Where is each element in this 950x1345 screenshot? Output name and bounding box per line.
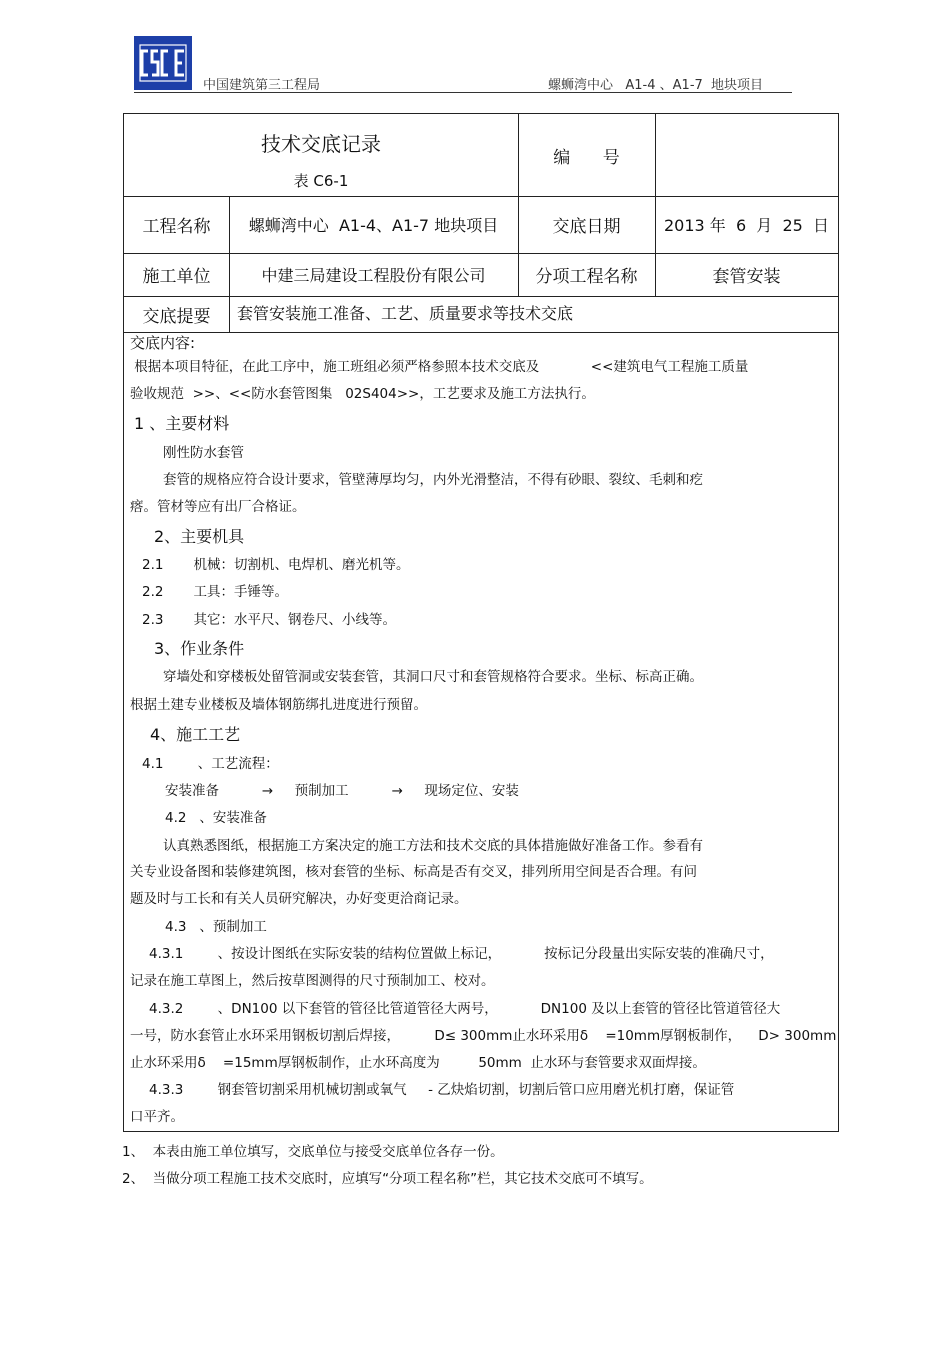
row-divider	[124, 332, 838, 333]
paragraph: 套管的规格应符合设计要求，管壁薄厚均匀，内外光滑整洁，不得有砂眼、裂纹、毛刺和疙	[163, 472, 703, 488]
intro-line: 验收规范 >>、<<防水套管图集 02S404>>，工艺要求及施工方法执行。	[130, 386, 595, 402]
cscec-logo-icon	[134, 36, 192, 90]
sub-project-label: 分项工程名称	[535, 267, 638, 287]
list-item: 4.2 、安装准备	[165, 810, 267, 826]
project-name-label: 工程名称	[142, 217, 211, 237]
paragraph: 4.3.1 、按设计图纸在实际安装的结构位置做上标记， 按标记分段量出实际安装的准确尺寸，	[149, 946, 774, 962]
list-item: 2.3 其它：水平尺、钢卷尺、小线等。	[142, 612, 397, 628]
paragraph: 一号，防水套管止水环采用钢板切割后焊接， D≤ 300mm止水环采用δ =10mm厚钢板制作， D> 300mm	[130, 1028, 837, 1044]
header-divider	[134, 92, 792, 93]
date-label: 交底日期	[552, 217, 621, 237]
number-value	[655, 114, 838, 196]
paragraph: 4.3.2 、DN100 以下套管的管径比管道管径大两号， DN100 及以上套管的管径比管道管径大	[149, 1001, 781, 1017]
contractor-label: 施工单位	[142, 267, 211, 287]
footnote: 2、 当做分项工程施工技术交底时，应填写“分项工程名称”栏，其它技术交底可不填写。	[122, 1171, 653, 1187]
process-flow: 安装准备 → 预制加工 → 现场定位、安装	[165, 783, 519, 799]
intro-line: 根据本项目特征，在此工序中，施工班组必须严格参照本技术交底及 <<建筑电气工程施工质量	[130, 359, 749, 375]
paragraph: 口平齐。	[130, 1109, 184, 1125]
section-heading: 1 、主要材料	[134, 414, 230, 433]
project-name-value: 螺蛳湾中心 A1-4、A1-7 地块项目	[248, 216, 499, 235]
number-label: 编 号	[553, 147, 620, 168]
summary-value: 套管安装施工准备、工艺、质量要求等技术交底	[237, 304, 574, 323]
list-item: 4.3 、预制加工	[165, 919, 267, 935]
paragraph: 4.3.3 钢套管切割采用机械切割或氧气 - 乙炔焰切割，切割后管口应用磨光机打磨，保证管	[149, 1082, 735, 1098]
paragraph: 止水环采用δ =15mm厚钢板制作，止水环高度为 50mm 止水环与套管要求双面焊接。	[130, 1055, 706, 1071]
form-code: 表 C6-1	[293, 172, 349, 190]
header-project: 螺蛳湾中心 A1-4 、A1-7 地块项目	[548, 78, 764, 93]
contractor-value: 中建三局建设工程股份有限公司	[261, 266, 486, 285]
header-company: 中国建筑第三工程局	[203, 78, 321, 93]
sub-project-value: 套管安装	[712, 267, 781, 287]
list-item: 2.2 工具：手锤等。	[142, 584, 289, 600]
paragraph: 刚性防水套管	[163, 445, 244, 461]
section-heading: 2、主要机具	[154, 527, 245, 546]
summary-label: 交底提要	[142, 306, 211, 327]
form-title: 技术交底记录	[261, 132, 381, 156]
paragraph: 瘩。管材等应有出厂合格证。	[130, 499, 306, 515]
date-value: 2013 年 6 月 25 日	[663, 216, 830, 235]
paragraph: 题及时与工长和有关人员研究解决，办好变更洽商记录。	[130, 891, 468, 907]
section-heading: 3、作业条件	[154, 639, 245, 658]
paragraph: 认真熟悉图纸，根据施工方案决定的施工方法和技术交底的具体措施做好准备工作。参看有	[163, 838, 703, 854]
content-label: 交底内容:	[130, 334, 196, 352]
title-cell	[124, 114, 518, 196]
list-item: 2.1 机械：切割机、电焊机、磨光机等。	[142, 557, 410, 573]
paragraph: 记录在施工草图上，然后按草图测得的尺寸预制加工、校对。	[130, 973, 495, 989]
section-heading: 4、施工工艺	[150, 725, 241, 744]
paragraph: 穿墙处和穿楼板处留管洞或安装套管，其洞口尺寸和套管规格符合要求。坐标、标高正确。	[163, 669, 703, 685]
list-item: 4.1 、工艺流程：	[142, 756, 279, 772]
paragraph: 根据土建专业楼板及墙体钢筋绑扎进度进行预留。	[130, 697, 427, 713]
paragraph: 关专业设备图和装修建筑图，核对套管的坐标、标高是否有交叉，排列所用空间是否合理。有问	[130, 864, 697, 880]
footnote: 1、 本表由施工单位填写，交底单位与接受交底单位各存一份。	[122, 1144, 504, 1160]
